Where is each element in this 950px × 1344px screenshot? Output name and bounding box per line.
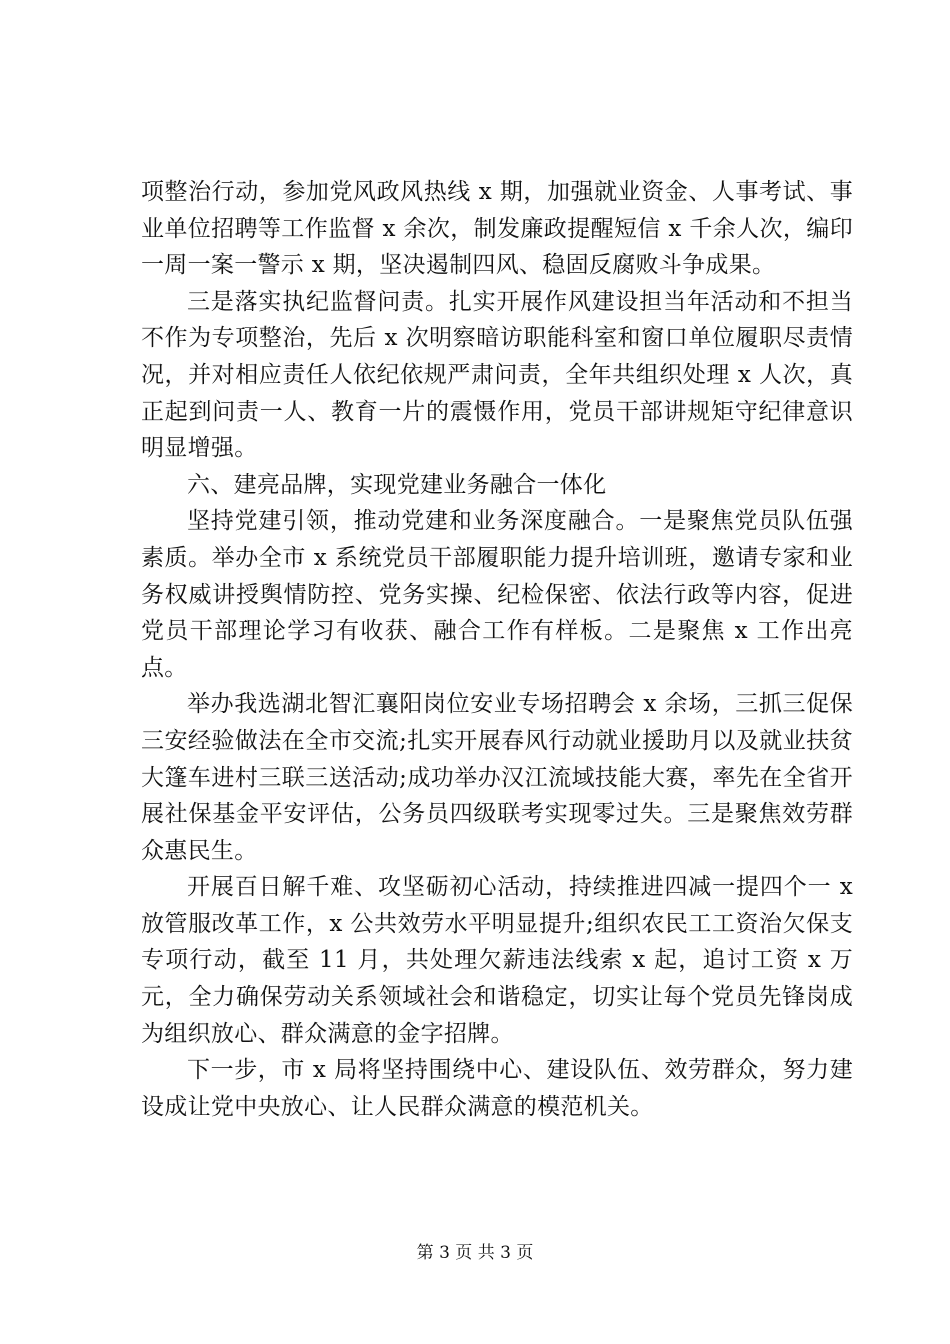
paragraph-continuation: 项整治行动，参加党风政风热线 x 期，加强就业资金、人事考试、事业单位招聘等工作监督 x 余次，制发廉政提醒短信 x 千余人次，编印一周一案一警示 x 期，坚决遏制四风、稳固反腐败斗争成果。 — [141, 179, 853, 279]
paragraph-party-building: 坚持党建引领，推动党建和业务深度融合。一是聚焦党员队伍强素质。举办全市 x 系统党员干部履职能力提升培训班，邀请专家和业务权威讲授舆情防控、党务实操、纪检保密、依法行政等内容，促进党员干部理论学习有收获、融合工作有样板。二是聚焦 x 工作出亮点。 — [141, 508, 853, 681]
paragraph-discipline-supervision: 三是落实执纪监督问责。扎实开展作风建设担当年活动和不担当不作为专项整治，先后 x 次明察暗访职能科室和窗口单位履职尽责情况，并对相应责任人依纪依规严肃问责，全年共组织处理 x 人次，真正起到问责一人、教育一片的震慑作用，党员干部讲规矩守纪律意识明显增强。 — [141, 288, 853, 462]
document-body — [141, 174, 853, 1125]
paragraph-recruitment-fairs: 举办我选湖北智汇襄阳岗位安业专场招聘会 x 余场，三抓三促保三安经验做法在全市交流;扎实开展春风行动就业援助月以及就业扶贫大篷车进村三联三送活动;成功举办汉江流域技能大赛，率先在全省开展社保基金平安评估，公务员四级联考实现零过失。三是聚焦效劳群众惠民生。 — [141, 691, 853, 864]
section-heading-six: 六、建亮品牌，实现党建业务融合一体化 — [187, 471, 607, 498]
paragraph-public-service: 开展百日解千难、攻坚砺初心活动，持续推进四减一提四个一 x 放管服改革工作，x 公共效劳水平明显提升;组织农民工工资治欠保支专项行动，截至 11 月，共处理欠薪违法线索 x 起，追讨工资 x 万元，全力确保劳动关系领域社会和谐稳定，切实让每个党员先锋岗成为组织放心、群众满意的金字招牌。 — [141, 874, 853, 1047]
page-footer: 第 3 页 共 3 页 — [416, 1243, 534, 1263]
paragraph-next-step: 下一步，市 x 局将坚持围绕中心、建设队伍、效劳群众，努力建设成让党中央放心、让人民群众满意的模范机关。 — [141, 1057, 853, 1120]
